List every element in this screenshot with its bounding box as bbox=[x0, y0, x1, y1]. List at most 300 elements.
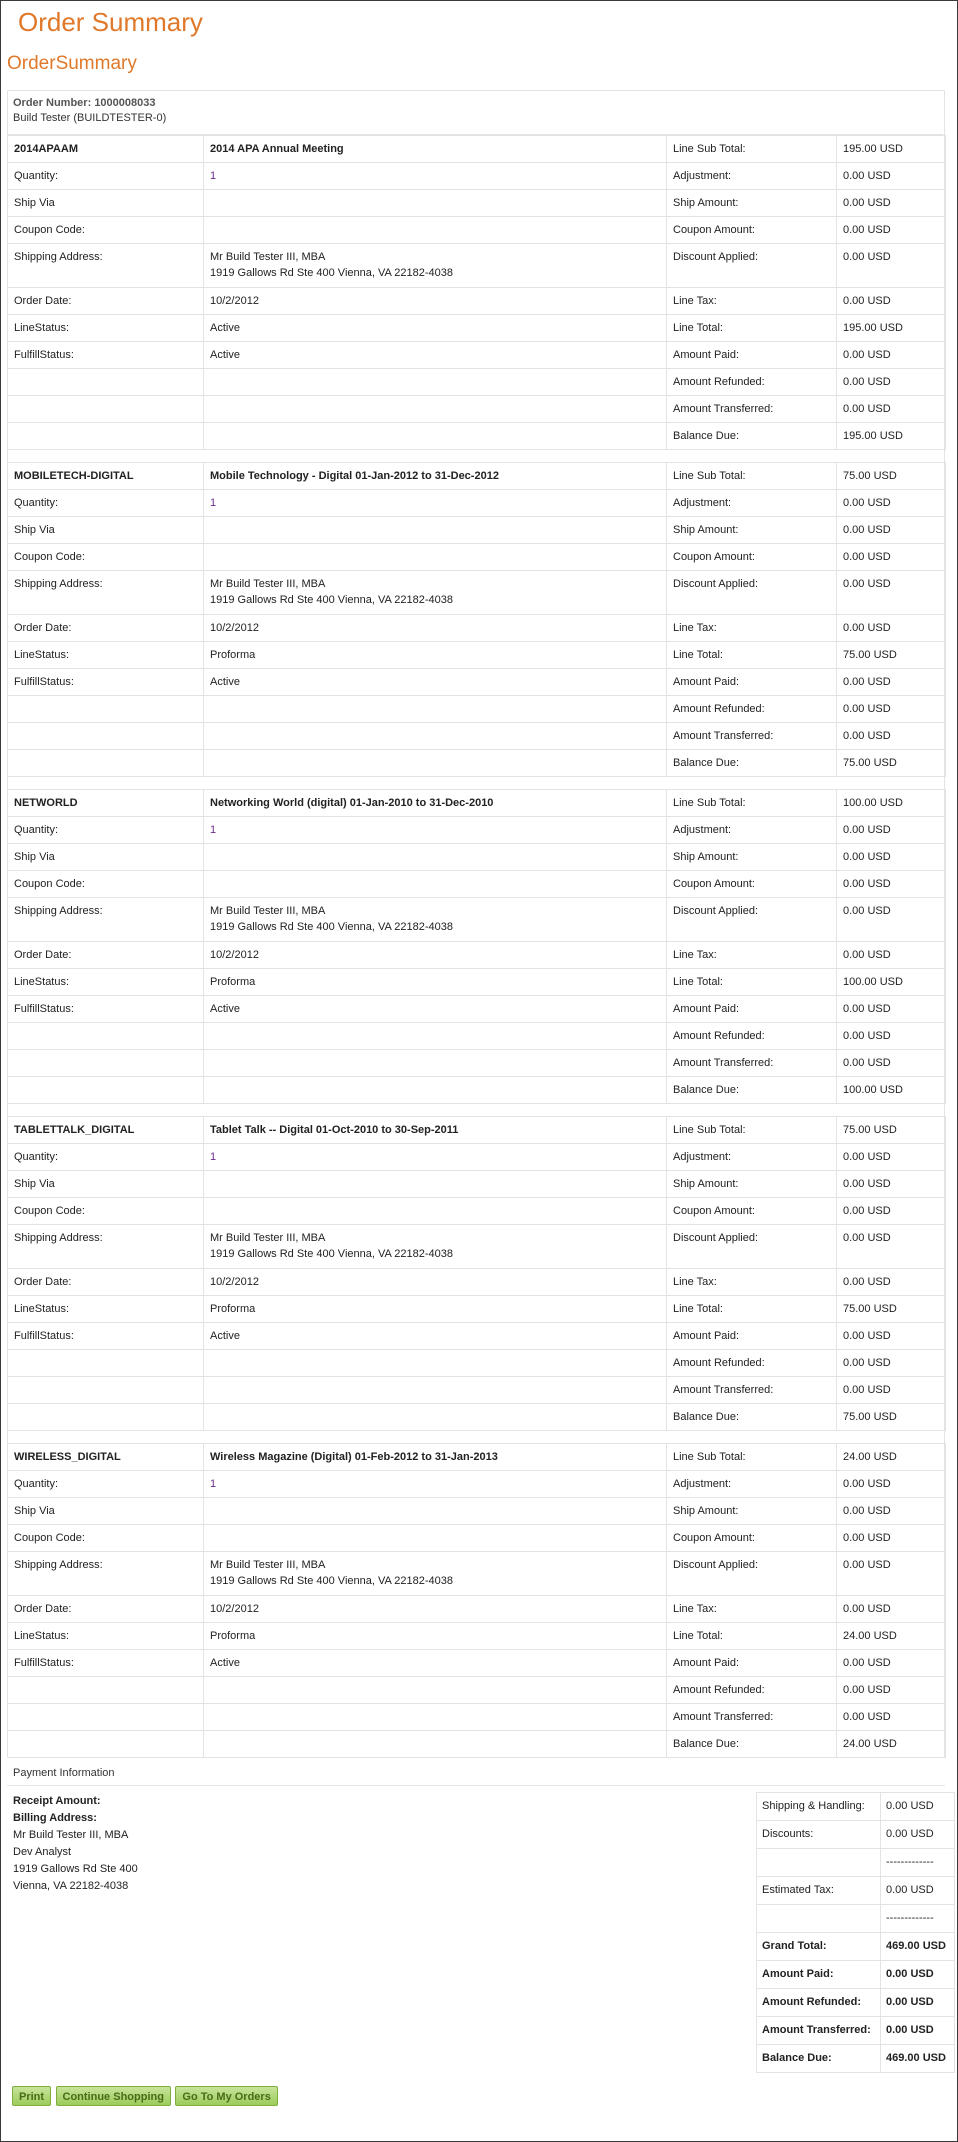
adjustment-value: 0.00 USD bbox=[837, 1471, 946, 1498]
table-row bbox=[8, 571, 946, 615]
table-row bbox=[8, 190, 946, 217]
order-item-table bbox=[7, 1443, 946, 1758]
amount-label: Ship Amount: bbox=[667, 1171, 837, 1198]
adjustment-value: 0.00 USD bbox=[837, 817, 946, 844]
empty-cell bbox=[8, 396, 204, 423]
amount-label: Line Sub Total: bbox=[667, 1117, 837, 1144]
amount-label: Coupon Amount: bbox=[667, 1525, 837, 1552]
discount-applied-value: 0.00 USD bbox=[837, 1552, 946, 1596]
totals-value: 0.00 USD bbox=[881, 1989, 955, 2017]
amount-label: Amount Paid: bbox=[667, 1650, 837, 1677]
amount-refunded-value: 0.00 USD bbox=[837, 696, 946, 723]
go-to-my-orders-button[interactable]: Go To My Orders bbox=[175, 2086, 277, 2106]
ship-amount-value: 0.00 USD bbox=[837, 844, 946, 871]
empty-cell bbox=[204, 1525, 667, 1552]
table-row bbox=[8, 898, 946, 942]
empty-cell bbox=[204, 723, 667, 750]
empty-cell bbox=[204, 369, 667, 396]
line-status-value: Proforma bbox=[204, 1623, 667, 1650]
billing-line: Vienna, VA 22182-4038 bbox=[13, 1880, 129, 1892]
item-separator bbox=[7, 450, 945, 462]
line-sub-total-value: 75.00 USD bbox=[837, 1117, 946, 1144]
item-separator bbox=[7, 777, 945, 789]
totals-label bbox=[757, 1905, 881, 1933]
field-label: Quantity: bbox=[8, 817, 204, 844]
item-name: Networking World (digital) 01-Jan-2010 to 31-Dec-2010 bbox=[204, 790, 667, 817]
table-row bbox=[8, 1404, 946, 1431]
billing-block bbox=[13, 1793, 138, 1895]
coupon-amount-value: 0.00 USD bbox=[837, 544, 946, 571]
amount-label: Amount Refunded: bbox=[667, 1677, 837, 1704]
totals-row bbox=[757, 1961, 955, 1989]
totals-value: 469.00 USD bbox=[881, 1933, 955, 1961]
field-label: Quantity: bbox=[8, 1144, 204, 1171]
totals-row bbox=[757, 1877, 955, 1905]
table-row bbox=[8, 315, 946, 342]
table-row bbox=[8, 844, 946, 871]
order-header bbox=[7, 91, 943, 135]
field-label: LineStatus: bbox=[8, 1296, 204, 1323]
empty-cell bbox=[8, 1050, 204, 1077]
field-label: LineStatus: bbox=[8, 315, 204, 342]
empty-cell bbox=[204, 1350, 667, 1377]
line-total-value: 75.00 USD bbox=[837, 642, 946, 669]
shipping-address-value bbox=[204, 898, 667, 942]
field-label: Shipping Address: bbox=[8, 1225, 204, 1269]
amount-label: Ship Amount: bbox=[667, 1498, 837, 1525]
amount-label: Line Total: bbox=[667, 1296, 837, 1323]
table-row bbox=[8, 615, 946, 642]
empty-cell bbox=[204, 1677, 667, 1704]
totals-label: Amount Refunded: bbox=[757, 1989, 881, 2017]
table-row bbox=[8, 517, 946, 544]
line-tax-value: 0.00 USD bbox=[837, 942, 946, 969]
divider bbox=[7, 1785, 945, 1786]
discount-applied-value: 0.00 USD bbox=[837, 1225, 946, 1269]
table-row bbox=[8, 1350, 946, 1377]
amount-label: Ship Amount: bbox=[667, 517, 837, 544]
field-label: Shipping Address: bbox=[8, 244, 204, 288]
ship-amount-value: 0.00 USD bbox=[837, 1498, 946, 1525]
amount-label: Amount Refunded: bbox=[667, 1350, 837, 1377]
field-label: Coupon Code: bbox=[8, 1198, 204, 1225]
order-date-value: 10/2/2012 bbox=[204, 1596, 667, 1623]
totals-label: Grand Total: bbox=[757, 1933, 881, 1961]
table-row bbox=[8, 244, 946, 288]
totals-row bbox=[757, 2017, 955, 2045]
table-row bbox=[8, 396, 946, 423]
receipt-amount-label: Receipt Amount: bbox=[13, 1795, 101, 1807]
table-row bbox=[8, 1444, 946, 1471]
table-row bbox=[8, 217, 946, 244]
amount-label: Coupon Amount: bbox=[667, 217, 837, 244]
section-title: OrderSummary bbox=[7, 53, 137, 74]
fulfill-status-value: Active bbox=[204, 1323, 667, 1350]
field-label: Coupon Code: bbox=[8, 544, 204, 571]
billing-line: Dev Analyst bbox=[13, 1846, 72, 1858]
coupon-amount-value: 0.00 USD bbox=[837, 1525, 946, 1552]
table-row bbox=[8, 696, 946, 723]
order-date-value: 10/2/2012 bbox=[204, 288, 667, 315]
amount-label: Balance Due: bbox=[667, 423, 837, 450]
empty-cell bbox=[8, 1677, 204, 1704]
amount-transferred-value: 0.00 USD bbox=[837, 723, 946, 750]
empty-cell bbox=[8, 1350, 204, 1377]
quantity-value: 1 bbox=[204, 817, 667, 844]
coupon-amount-value: 0.00 USD bbox=[837, 1198, 946, 1225]
item-code: 2014APAAM bbox=[8, 136, 204, 163]
table-row bbox=[8, 942, 946, 969]
table-row bbox=[8, 1677, 946, 1704]
empty-cell bbox=[204, 871, 667, 898]
billing-line: Mr Build Tester III, MBA bbox=[13, 1829, 129, 1841]
table-row bbox=[8, 1171, 946, 1198]
field-label: Shipping Address: bbox=[8, 1552, 204, 1596]
amount-label: Line Sub Total: bbox=[667, 463, 837, 490]
order-item-table bbox=[7, 135, 946, 450]
quantity-value: 1 bbox=[204, 1471, 667, 1498]
amount-label: Line Sub Total: bbox=[667, 136, 837, 163]
quantity-value: 1 bbox=[204, 490, 667, 517]
table-row bbox=[8, 423, 946, 450]
totals-row bbox=[757, 1933, 955, 1961]
table-row bbox=[8, 1296, 946, 1323]
fulfill-status-value: Active bbox=[204, 342, 667, 369]
amount-label: Coupon Amount: bbox=[667, 1198, 837, 1225]
totals-row bbox=[757, 2045, 955, 2073]
line-sub-total-value: 195.00 USD bbox=[837, 136, 946, 163]
empty-cell bbox=[204, 1498, 667, 1525]
item-code: MOBILETECH-DIGITAL bbox=[8, 463, 204, 490]
field-label: LineStatus: bbox=[8, 969, 204, 996]
totals-row bbox=[757, 1905, 955, 1933]
field-label: Quantity: bbox=[8, 163, 204, 190]
address-line: Mr Build Tester III, MBA bbox=[210, 905, 326, 917]
line-status-value: Proforma bbox=[204, 969, 667, 996]
amount-label: Line Tax: bbox=[667, 942, 837, 969]
table-row bbox=[8, 1650, 946, 1677]
empty-cell bbox=[8, 1377, 204, 1404]
adjustment-value: 0.00 USD bbox=[837, 1144, 946, 1171]
field-label: Order Date: bbox=[8, 942, 204, 969]
totals-label: Shipping & Handling: bbox=[757, 1793, 881, 1821]
totals-value: 0.00 USD bbox=[881, 1821, 955, 1849]
field-label: Quantity: bbox=[8, 1471, 204, 1498]
empty-cell bbox=[204, 544, 667, 571]
table-row bbox=[8, 1623, 946, 1650]
order-date-value: 10/2/2012 bbox=[204, 1269, 667, 1296]
empty-cell bbox=[204, 517, 667, 544]
amount-label: Discount Applied: bbox=[667, 244, 837, 288]
empty-cell bbox=[8, 750, 204, 777]
continue-shopping-button[interactable]: Continue Shopping bbox=[56, 2086, 171, 2106]
amount-label: Amount Transferred: bbox=[667, 396, 837, 423]
field-label: FulfillStatus: bbox=[8, 996, 204, 1023]
amount-label: Line Tax: bbox=[667, 615, 837, 642]
shipping-address-value bbox=[204, 244, 667, 288]
table-row bbox=[8, 1077, 946, 1104]
table-row bbox=[8, 669, 946, 696]
balance-due-value: 100.00 USD bbox=[837, 1077, 946, 1104]
amount-label: Amount Paid: bbox=[667, 1323, 837, 1350]
discount-applied-value: 0.00 USD bbox=[837, 898, 946, 942]
line-sub-total-value: 75.00 USD bbox=[837, 463, 946, 490]
ship-amount-value: 0.00 USD bbox=[837, 1171, 946, 1198]
table-row bbox=[8, 871, 946, 898]
address-line: Mr Build Tester III, MBA bbox=[210, 251, 326, 263]
field-label: Ship Via bbox=[8, 190, 204, 217]
field-label: Order Date: bbox=[8, 1269, 204, 1296]
field-label: Ship Via bbox=[8, 1498, 204, 1525]
amount-label: Coupon Amount: bbox=[667, 871, 837, 898]
totals-value: 0.00 USD bbox=[881, 2017, 955, 2045]
order-item-table bbox=[7, 1116, 946, 1431]
adjustment-value: 0.00 USD bbox=[837, 163, 946, 190]
address-line: Mr Build Tester III, MBA bbox=[210, 1232, 326, 1244]
table-row bbox=[8, 1377, 946, 1404]
table-row bbox=[8, 1050, 946, 1077]
empty-cell bbox=[8, 1731, 204, 1758]
item-name: Tablet Talk -- Digital 01-Oct-2010 to 30-Sep-2011 bbox=[204, 1117, 667, 1144]
field-label: Ship Via bbox=[8, 1171, 204, 1198]
line-total-value: 24.00 USD bbox=[837, 1623, 946, 1650]
table-row bbox=[8, 544, 946, 571]
amount-label: Coupon Amount: bbox=[667, 544, 837, 571]
table-row bbox=[8, 1471, 946, 1498]
table-row bbox=[8, 1731, 946, 1758]
item-code: WIRELESS_DIGITAL bbox=[8, 1444, 204, 1471]
address-line: 1919 Gallows Rd Ste 400 Vienna, VA 22182-4038 bbox=[210, 1248, 453, 1260]
adjustment-value: 0.00 USD bbox=[837, 490, 946, 517]
table-row bbox=[8, 969, 946, 996]
page-title: Order Summary bbox=[18, 7, 203, 37]
empty-cell bbox=[8, 1404, 204, 1431]
table-row bbox=[8, 723, 946, 750]
totals-value: ------------- bbox=[881, 1849, 955, 1877]
amount-paid-value: 0.00 USD bbox=[837, 669, 946, 696]
amount-label: Ship Amount: bbox=[667, 844, 837, 871]
address-line: 1919 Gallows Rd Ste 400 Vienna, VA 22182-4038 bbox=[210, 1575, 453, 1587]
item-name: Mobile Technology - Digital 01-Jan-2012 to 31-Dec-2012 bbox=[204, 463, 667, 490]
totals-label bbox=[757, 1849, 881, 1877]
field-label: Order Date: bbox=[8, 288, 204, 315]
action-buttons bbox=[12, 2086, 278, 2106]
table-row bbox=[8, 1117, 946, 1144]
discount-applied-value: 0.00 USD bbox=[837, 244, 946, 288]
totals-value: 469.00 USD bbox=[881, 2045, 955, 2073]
customer-name: Build Tester (BUILDTESTER-0) bbox=[13, 112, 167, 124]
empty-cell bbox=[8, 1704, 204, 1731]
totals-value: 0.00 USD bbox=[881, 1793, 955, 1821]
amount-label: Amount Paid: bbox=[667, 669, 837, 696]
totals-row bbox=[757, 1793, 955, 1821]
amount-paid-value: 0.00 USD bbox=[837, 996, 946, 1023]
balance-due-value: 195.00 USD bbox=[837, 423, 946, 450]
address-line: Mr Build Tester III, MBA bbox=[210, 578, 326, 590]
table-row bbox=[8, 1269, 946, 1296]
address-line: 1919 Gallows Rd Ste 400 Vienna, VA 22182-4038 bbox=[210, 267, 453, 279]
empty-cell bbox=[8, 1077, 204, 1104]
empty-cell bbox=[204, 190, 667, 217]
line-status-value: Proforma bbox=[204, 1296, 667, 1323]
line-status-value: Proforma bbox=[204, 642, 667, 669]
amount-label: Discount Applied: bbox=[667, 1552, 837, 1596]
table-row bbox=[8, 490, 946, 517]
totals-value: ------------- bbox=[881, 1905, 955, 1933]
table-row bbox=[8, 342, 946, 369]
amount-label: Line Tax: bbox=[667, 1269, 837, 1296]
amount-label: Amount Transferred: bbox=[667, 1050, 837, 1077]
order-number-label: Order Number: bbox=[13, 97, 92, 109]
line-status-value: Active bbox=[204, 315, 667, 342]
field-label: FulfillStatus: bbox=[8, 1323, 204, 1350]
line-tax-value: 0.00 USD bbox=[837, 288, 946, 315]
fulfill-status-value: Active bbox=[204, 1650, 667, 1677]
totals-row bbox=[757, 1989, 955, 2017]
amount-paid-value: 0.00 USD bbox=[837, 1650, 946, 1677]
amount-label: Discount Applied: bbox=[667, 571, 837, 615]
empty-cell bbox=[204, 1377, 667, 1404]
amount-label: Amount Transferred: bbox=[667, 1377, 837, 1404]
table-row bbox=[8, 463, 946, 490]
address-line: 1919 Gallows Rd Ste 400 Vienna, VA 22182-4038 bbox=[210, 921, 453, 933]
amount-refunded-value: 0.00 USD bbox=[837, 1023, 946, 1050]
empty-cell bbox=[204, 1731, 667, 1758]
field-label: Quantity: bbox=[8, 490, 204, 517]
empty-cell bbox=[204, 217, 667, 244]
line-tax-value: 0.00 USD bbox=[837, 1269, 946, 1296]
field-label: FulfillStatus: bbox=[8, 342, 204, 369]
print-button[interactable]: Print bbox=[12, 2086, 51, 2106]
amount-label: Adjustment: bbox=[667, 1471, 837, 1498]
amount-paid-value: 0.00 USD bbox=[837, 1323, 946, 1350]
empty-cell bbox=[8, 696, 204, 723]
amount-label: Adjustment: bbox=[667, 490, 837, 517]
balance-due-value: 75.00 USD bbox=[837, 750, 946, 777]
amount-label: Adjustment: bbox=[667, 817, 837, 844]
item-separator bbox=[7, 1431, 945, 1443]
field-label: Ship Via bbox=[8, 844, 204, 871]
billing-address-label: Billing Address: bbox=[13, 1812, 97, 1824]
field-label: Coupon Code: bbox=[8, 871, 204, 898]
coupon-amount-value: 0.00 USD bbox=[837, 217, 946, 244]
field-label: LineStatus: bbox=[8, 1623, 204, 1650]
quantity-value: 1 bbox=[204, 163, 667, 190]
order-items bbox=[7, 135, 945, 1770]
balance-due-value: 24.00 USD bbox=[837, 1731, 946, 1758]
discount-applied-value: 0.00 USD bbox=[837, 571, 946, 615]
empty-cell bbox=[204, 1198, 667, 1225]
payment-information-title: Payment Information bbox=[13, 1767, 115, 1779]
table-row bbox=[8, 288, 946, 315]
amount-paid-value: 0.00 USD bbox=[837, 342, 946, 369]
order-number: 1000008033 bbox=[94, 97, 156, 109]
amount-transferred-value: 0.00 USD bbox=[837, 396, 946, 423]
amount-label: Balance Due: bbox=[667, 1077, 837, 1104]
amount-label: Amount Paid: bbox=[667, 342, 837, 369]
amount-label: Line Sub Total: bbox=[667, 790, 837, 817]
totals-label: Amount Paid: bbox=[757, 1961, 881, 1989]
item-name: 2014 APA Annual Meeting bbox=[204, 136, 667, 163]
field-label: Order Date: bbox=[8, 615, 204, 642]
table-row bbox=[8, 1023, 946, 1050]
table-row bbox=[8, 1144, 946, 1171]
amount-label: Adjustment: bbox=[667, 163, 837, 190]
field-label: Coupon Code: bbox=[8, 217, 204, 244]
totals-row bbox=[757, 1821, 955, 1849]
address-line: Mr Build Tester III, MBA bbox=[210, 1559, 326, 1571]
line-sub-total-value: 100.00 USD bbox=[837, 790, 946, 817]
amount-label: Amount Transferred: bbox=[667, 1704, 837, 1731]
empty-cell bbox=[8, 723, 204, 750]
order-item-table bbox=[7, 462, 946, 777]
amount-label: Line Total: bbox=[667, 969, 837, 996]
amount-transferred-value: 0.00 USD bbox=[837, 1704, 946, 1731]
field-label: FulfillStatus: bbox=[8, 669, 204, 696]
empty-cell bbox=[204, 696, 667, 723]
totals-table bbox=[756, 1792, 955, 2073]
table-row bbox=[8, 1525, 946, 1552]
amount-label: Line Total: bbox=[667, 642, 837, 669]
amount-transferred-value: 0.00 USD bbox=[837, 1050, 946, 1077]
empty-cell bbox=[204, 844, 667, 871]
item-separator bbox=[7, 1104, 945, 1116]
field-label: Shipping Address: bbox=[8, 571, 204, 615]
address-line: 1919 Gallows Rd Ste 400 Vienna, VA 22182-4038 bbox=[210, 594, 453, 606]
amount-label: Line Total: bbox=[667, 315, 837, 342]
totals-label: Amount Transferred: bbox=[757, 2017, 881, 2045]
ship-amount-value: 0.00 USD bbox=[837, 517, 946, 544]
item-separator bbox=[7, 1758, 945, 1770]
amount-refunded-value: 0.00 USD bbox=[837, 1677, 946, 1704]
billing-line: 1919 Gallows Rd Ste 400 bbox=[13, 1863, 138, 1875]
empty-cell bbox=[204, 1077, 667, 1104]
field-label: LineStatus: bbox=[8, 642, 204, 669]
amount-label: Balance Due: bbox=[667, 750, 837, 777]
coupon-amount-value: 0.00 USD bbox=[837, 871, 946, 898]
item-name: Wireless Magazine (Digital) 01-Feb-2012 to 31-Jan-2013 bbox=[204, 1444, 667, 1471]
amount-label: Line Sub Total: bbox=[667, 1444, 837, 1471]
amount-label: Amount Refunded: bbox=[667, 1023, 837, 1050]
table-row bbox=[8, 1498, 946, 1525]
empty-cell bbox=[204, 1171, 667, 1198]
table-row bbox=[8, 790, 946, 817]
order-date-value: 10/2/2012 bbox=[204, 942, 667, 969]
line-total-value: 195.00 USD bbox=[837, 315, 946, 342]
amount-label: Line Tax: bbox=[667, 288, 837, 315]
empty-cell bbox=[204, 1704, 667, 1731]
amount-label: Amount Refunded: bbox=[667, 696, 837, 723]
amount-label: Line Tax: bbox=[667, 1596, 837, 1623]
totals-label: Discounts: bbox=[757, 1821, 881, 1849]
amount-label: Discount Applied: bbox=[667, 1225, 837, 1269]
amount-refunded-value: 0.00 USD bbox=[837, 369, 946, 396]
amount-label: Discount Applied: bbox=[667, 898, 837, 942]
amount-label: Amount Transferred: bbox=[667, 723, 837, 750]
table-row bbox=[8, 1552, 946, 1596]
empty-cell bbox=[204, 1023, 667, 1050]
amount-label: Balance Due: bbox=[667, 1404, 837, 1431]
shipping-address-value bbox=[204, 1552, 667, 1596]
amount-transferred-value: 0.00 USD bbox=[837, 1377, 946, 1404]
table-row bbox=[8, 1225, 946, 1269]
field-label: Ship Via bbox=[8, 517, 204, 544]
empty-cell bbox=[204, 396, 667, 423]
balance-due-value: 75.00 USD bbox=[837, 1404, 946, 1431]
table-row bbox=[8, 1323, 946, 1350]
empty-cell bbox=[8, 423, 204, 450]
line-total-value: 75.00 USD bbox=[837, 1296, 946, 1323]
